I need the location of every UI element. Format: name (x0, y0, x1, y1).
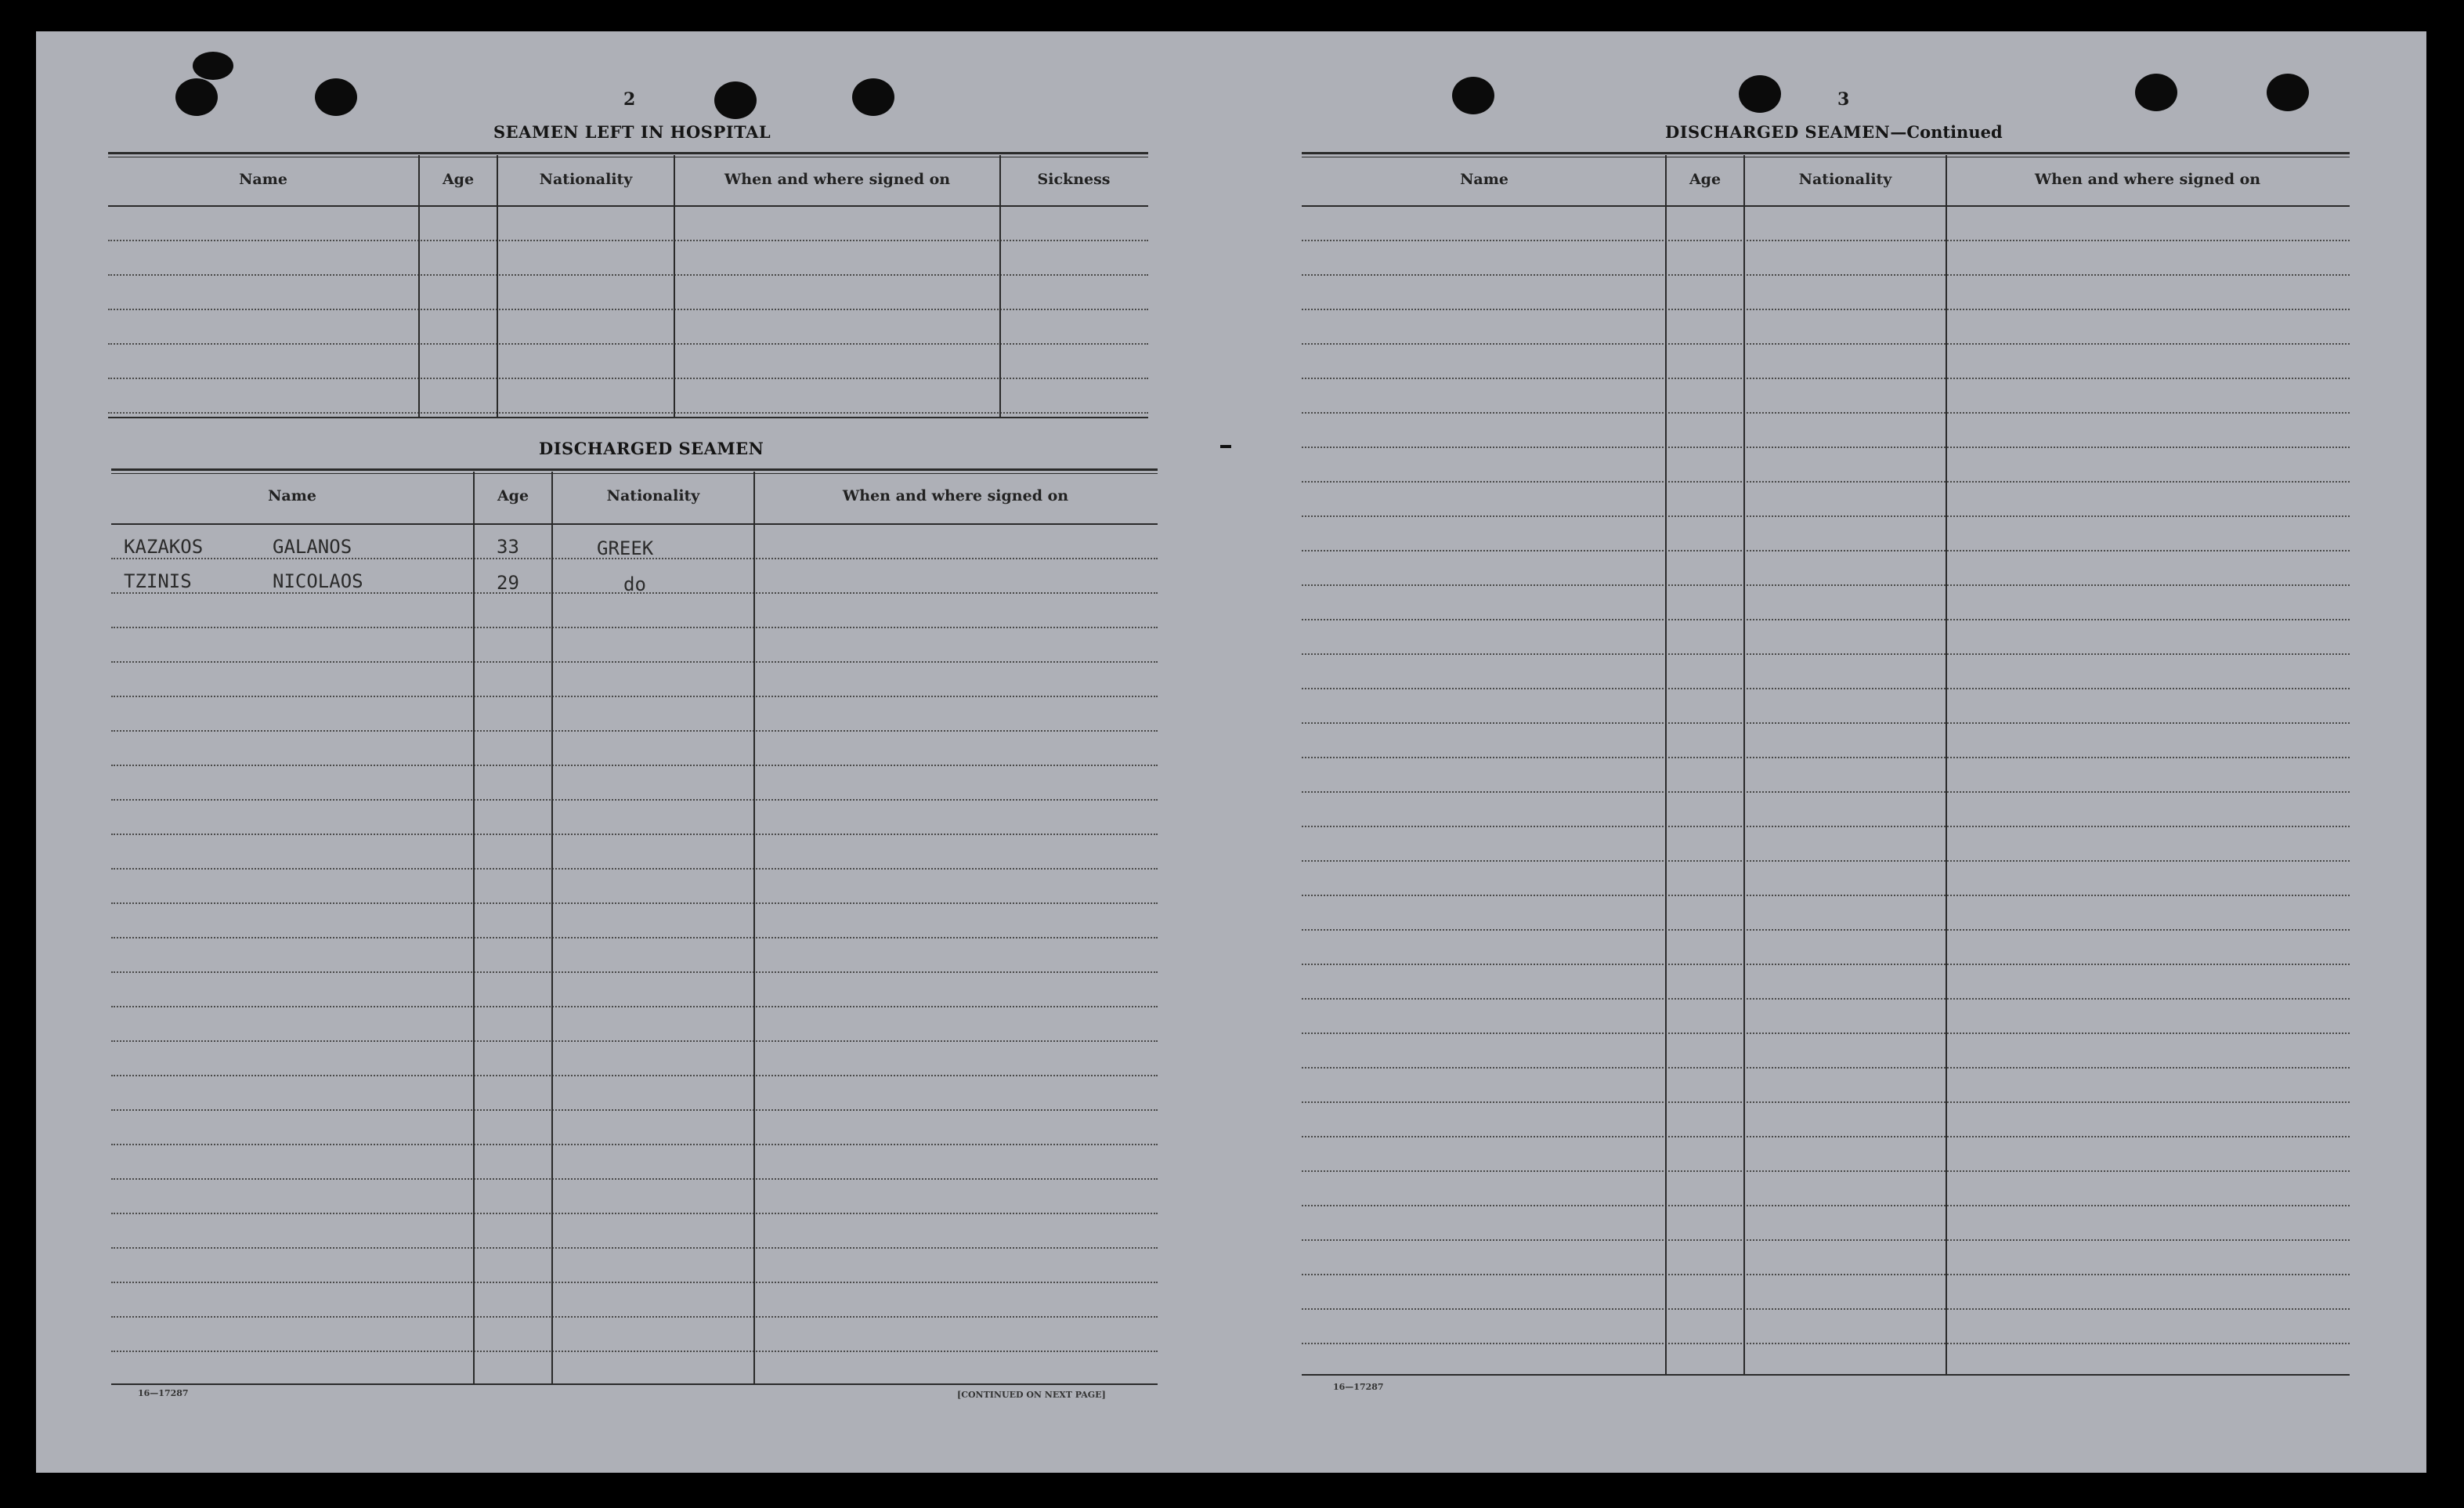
row-rule (111, 1040, 1158, 1042)
column-rule (753, 472, 755, 1383)
row-rule (1302, 584, 2350, 586)
bottom-rule (1302, 1374, 2350, 1376)
row-rule (111, 971, 1158, 973)
row-rule (1302, 688, 2350, 689)
header-rule (1302, 205, 2350, 207)
hospital-section-title: SEAMEN LEFT IN HOSPITAL (493, 122, 771, 142)
row-rule (111, 661, 1158, 663)
row-rule (1302, 1343, 2350, 1344)
column-rule (418, 155, 420, 417)
row-rule (108, 240, 1148, 241)
row-rule (1302, 240, 2350, 241)
row-rule (111, 696, 1158, 697)
column-rule (1665, 155, 1667, 1374)
title-text: DISCHARGED SEAMEN (1665, 122, 1891, 142)
row-rule (1302, 412, 2350, 414)
mark (1220, 445, 1231, 448)
row-rule (1302, 826, 2350, 827)
seaman-nationality: do (623, 573, 646, 595)
row-rule (1302, 1205, 2350, 1206)
header-rule (111, 523, 1158, 525)
discharged-continued-title (1665, 122, 2003, 142)
row-rule (1302, 1274, 2350, 1275)
row-rule (1302, 1239, 2350, 1241)
double-rule (108, 152, 1148, 157)
header-rule (108, 205, 1148, 207)
col-header-age: Age (497, 487, 529, 504)
punch-hole (193, 52, 233, 80)
row-rule (111, 1316, 1158, 1318)
col-header-age: Age (1689, 171, 1722, 188)
row-rule (108, 274, 1148, 276)
seaman-surname: TZINIS (124, 570, 192, 592)
row-rule (1302, 274, 2350, 276)
continued-note: [CONTINUED ON NEXT PAGE] (957, 1390, 1106, 1400)
seaman-age: 29 (497, 572, 519, 594)
row-rule (111, 1109, 1158, 1111)
row-rule (1302, 1170, 2350, 1172)
punch-hole (2135, 74, 2177, 111)
bottom-rule (111, 1383, 1158, 1385)
row-rule (1302, 1136, 2350, 1137)
row-rule (111, 1144, 1158, 1145)
col-header-name: Name (268, 487, 316, 504)
row-rule (111, 730, 1158, 732)
row-rule (1302, 1032, 2350, 1034)
row-rule (1302, 722, 2350, 724)
bottom-rule (108, 417, 1148, 418)
row-rule (108, 309, 1148, 310)
row-rule (111, 592, 1158, 594)
page-number: 3 (1837, 89, 1850, 110)
row-rule (111, 902, 1158, 904)
punch-hole (1452, 77, 1494, 114)
column-rule (674, 155, 675, 417)
col-header-name: Name (1460, 171, 1508, 188)
row-rule (108, 343, 1148, 345)
row-rule (1302, 619, 2350, 620)
row-rule (1302, 757, 2350, 758)
column-rule (999, 155, 1001, 417)
row-rule (111, 834, 1158, 835)
row-rule (111, 627, 1158, 628)
row-rule (111, 1351, 1158, 1352)
col-header-signed-on: When and where signed on (724, 171, 951, 188)
col-header-nationality: Nationality (1798, 171, 1892, 188)
punch-hole (315, 78, 357, 116)
row-rule (111, 1178, 1158, 1180)
col-header-signed-on: When and where signed on (2034, 171, 2261, 188)
seaman-surname: KAZAKOS (124, 536, 204, 558)
row-rule (1302, 1308, 2350, 1310)
document-sheet (36, 31, 2426, 1473)
row-rule (1302, 550, 2350, 551)
punch-hole (175, 78, 218, 116)
punch-hole (852, 78, 894, 116)
row-rule (1302, 309, 2350, 310)
row-rule (1302, 929, 2350, 931)
double-rule (1302, 152, 2350, 157)
column-rule (1946, 155, 1947, 1374)
row-rule (1302, 860, 2350, 862)
row-rule (1302, 378, 2350, 379)
row-rule (1302, 447, 2350, 448)
page-number: 2 (623, 89, 636, 110)
seaman-given-name: GALANOS (273, 536, 352, 558)
col-header-signed-on: When and where signed on (842, 487, 1069, 504)
row-rule (1302, 1101, 2350, 1103)
row-rule (111, 1075, 1158, 1076)
seaman-given-name: NICOLAOS (273, 570, 363, 592)
col-header-sickness: Sickness (1037, 171, 1111, 188)
form-number: 16—17287 (1333, 1382, 1384, 1392)
row-rule (1302, 964, 2350, 965)
col-header-age: Age (442, 171, 475, 188)
column-rule (1743, 155, 1745, 1374)
col-header-nationality: Nationality (606, 487, 700, 504)
punch-hole (1739, 75, 1781, 113)
row-rule (1302, 653, 2350, 655)
double-rule (111, 468, 1158, 474)
row-rule (1302, 481, 2350, 483)
row-rule (1302, 343, 2350, 345)
row-rule (111, 1006, 1158, 1007)
column-rule (473, 472, 475, 1383)
row-rule (111, 558, 1158, 559)
row-rule (108, 378, 1148, 379)
col-header-name: Name (239, 171, 287, 188)
seaman-nationality: GREEK (597, 537, 654, 559)
row-rule (111, 868, 1158, 870)
column-rule (497, 155, 498, 417)
title-suffix: —Continued (1890, 122, 2003, 142)
seaman-age: 33 (497, 536, 519, 558)
row-rule (1302, 998, 2350, 1000)
col-header-nationality: Nationality (539, 171, 633, 188)
row-rule (111, 1247, 1158, 1249)
row-rule (111, 1213, 1158, 1214)
discharged-section-title: DISCHARGED SEAMEN (539, 439, 764, 458)
row-rule (1302, 515, 2350, 517)
row-rule (1302, 1067, 2350, 1069)
row-rule (111, 765, 1158, 766)
column-rule (551, 472, 553, 1383)
row-rule (1302, 791, 2350, 793)
form-number: 16—17287 (138, 1388, 189, 1398)
row-rule (111, 937, 1158, 938)
row-rule (111, 1282, 1158, 1283)
row-rule (108, 412, 1148, 414)
punch-hole (2267, 74, 2309, 111)
row-rule (1302, 895, 2350, 896)
punch-hole (714, 81, 757, 119)
row-rule (111, 799, 1158, 801)
